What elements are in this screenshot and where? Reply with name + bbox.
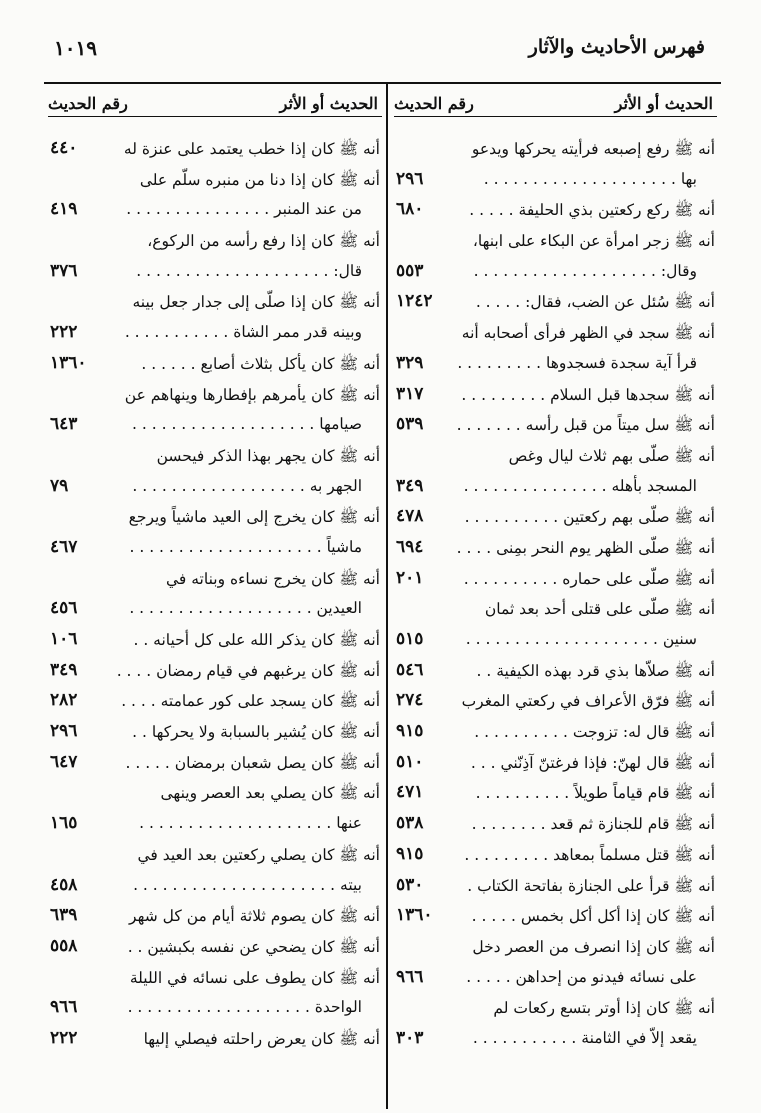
- hadith-number: ١٦٥: [50, 813, 78, 834]
- hadith-text: أنه ﷺ كان إذا أكل أكل بخمس . . . . .: [471, 907, 715, 926]
- hadith-text: أنه ﷺ سل ميتاً من قبل رأسه . . . . . . .: [456, 416, 715, 435]
- index-entry: [394, 933, 717, 964]
- hadith-text: بها . . . . . . . . . . . . . . . . . . . .: [483, 169, 697, 188]
- hadith-number: ٦٤٧: [50, 751, 78, 772]
- hadith-text: أنه ﷺ سجد في الظهر فرأى أصحابه أنه: [461, 324, 715, 343]
- hadith-text: أنه ﷺ كان يطوف على نسائه في الليلة: [129, 968, 380, 987]
- hadith-number: ٢٩٦: [396, 168, 424, 189]
- hadith-number: ٣٠٣: [396, 1027, 424, 1048]
- right-column-entries: [394, 117, 717, 1056]
- hadith-number: ٥٤٦: [396, 659, 424, 680]
- hadith-text: وبينه قدر ممر الشاة . . . . . . . . . . .: [124, 323, 362, 342]
- hadith-text: من عند المنبر . . . . . . . . . . . . . . .: [126, 200, 362, 219]
- index-entry: [48, 994, 382, 1025]
- hadith-text: أنه ﷺ قال له: تزوجت . . . . . . . . . .: [474, 723, 715, 742]
- hadith-number: ٢٠١: [396, 567, 424, 588]
- column-divider: [386, 82, 388, 1109]
- index-entry: [48, 503, 382, 534]
- right-column-header: [394, 82, 717, 117]
- hadith-text: قرأ آية سجدة فسجدوها . . . . . . . . .: [457, 353, 697, 372]
- left-column-header: [48, 82, 382, 117]
- hadith-number: ٧٩: [50, 475, 69, 496]
- hadith-text: أنه ﷺ صلّى بهم ركعتين . . . . . . . . . .: [464, 508, 715, 527]
- hadith-text: أنه ﷺ كان يصلي بعد العصر وينهى: [160, 784, 380, 803]
- hadith-number: ٥٣٠: [396, 874, 424, 895]
- hadith-number: ٦٣٩: [50, 905, 78, 926]
- hadith-text: يقعد إلاّ في الثامنة . . . . . . . . . . .: [472, 1028, 697, 1047]
- hadith-number: ١٠٦: [50, 629, 78, 649]
- hadith-number: ٤٦٧: [50, 536, 78, 557]
- hadith-text: أنه ﷺ كان يصلي ركعتين بعد العيد في: [137, 845, 380, 864]
- hadith-text: أنه ﷺ كان يرغبهم في قيام رمضان . . . .: [116, 661, 380, 680]
- index-entry: [48, 534, 382, 565]
- index-entry: [48, 657, 382, 688]
- hadith-text: بيته . . . . . . . . . . . . . . . . . . . . .: [133, 875, 362, 894]
- hadith-number: ٣١٧: [396, 383, 424, 404]
- hadith-number: ٥١٠: [396, 751, 424, 772]
- index-entry: [48, 473, 382, 504]
- hadith-text: سنين . . . . . . . . . . . . . . . . . . . .: [465, 630, 697, 648]
- index-entry: [394, 534, 717, 565]
- index-entry: [48, 258, 382, 289]
- index-entry: [48, 964, 382, 995]
- index-entry: [48, 933, 382, 964]
- hadith-number: ٩٦٦: [50, 997, 78, 1018]
- hadith-number: ٥٣٩: [396, 414, 424, 435]
- index-entry: [48, 166, 382, 197]
- index-entry: [394, 994, 717, 1025]
- index-entry: [48, 227, 382, 258]
- hadith-text: أنه ﷺ قام قياماً طويلاً . . . . . . . . . .: [475, 784, 715, 803]
- hadith-text: أنه ﷺ صلاّها بذي قرد بهذه الكيفية . .: [476, 661, 715, 680]
- index-entry: [394, 258, 717, 289]
- hadith-text: أنه ﷺ ركع ركعتين بذي الحليفة . . . . .: [469, 201, 715, 220]
- hadith-number: ١٢٤٢: [396, 291, 433, 312]
- index-entry: [48, 687, 382, 718]
- hadith-text: أنه ﷺ زجر امرأة عن البكاء على ابنها،: [472, 232, 715, 251]
- hadith-text: أنه ﷺ كان إذا انصرف من العصر دخل: [472, 937, 715, 956]
- hadith-text: أنه ﷺ كان إذا دنا من منبره سلّم على: [139, 170, 380, 189]
- hadith-text: أنه ﷺ كان يعرض راحلته فيصلي إليها: [143, 1029, 380, 1048]
- hadith-number: ٩١٥: [396, 721, 424, 742]
- index-entry: [394, 442, 717, 473]
- hadith-text: وقال: . . . . . . . . . . . . . . . . . . .: [473, 261, 697, 280]
- hadith-text: أنه ﷺ كان يصل شعبان برمضان . . . . .: [125, 753, 380, 772]
- number-column-heading: رقم الحديث: [394, 94, 474, 113]
- hadith-number: ٢٢٢: [50, 322, 78, 343]
- hadith-number: ٣٤٩: [50, 659, 78, 680]
- hadith-text: العيدين . . . . . . . . . . . . . . . . . . .: [129, 599, 362, 618]
- left-column: [48, 82, 382, 1056]
- hadith-text: أنه ﷺ كان إذا أوتر بتسع ركعات لم: [493, 999, 715, 1018]
- hadith-text: أنه ﷺ كان يجهر بهذا الذكر فيحسن: [156, 446, 380, 465]
- hadith-number: ٦٤٣: [50, 414, 78, 435]
- hadith-text: أنه ﷺ كان يضحي عن نفسه بكبشين . .: [127, 937, 380, 956]
- hadith-text: أنه ﷺ قام للجنازة ثم قعد . . . . . . . .: [471, 815, 715, 834]
- index-entry: [48, 749, 382, 780]
- hadith-text: أنه ﷺ قتل مسلماً بمعاهد . . . . . . . . .: [464, 845, 715, 864]
- index-entry: [394, 381, 717, 412]
- hadith-number: ٥١٥: [396, 629, 424, 649]
- index-entry: [48, 319, 382, 350]
- hadith-number: ٥٣٨: [396, 813, 424, 834]
- index-entry: [48, 626, 382, 657]
- hadith-text: أنه ﷺ فرّق الأعراف في ركعتي المغرب: [461, 692, 715, 711]
- hadith-number: ٣٢٩: [396, 352, 424, 373]
- index-entry: [394, 319, 717, 350]
- hadith-number: ٤٧٨: [396, 506, 424, 527]
- index-entry: [394, 227, 717, 258]
- hadith-text: أنه ﷺ صلّى على قتلى أحد بعد ثمان: [484, 600, 715, 619]
- hadith-number: ١٣٦٠: [50, 352, 87, 373]
- hadith-number: ٣٤٩: [396, 475, 424, 496]
- hadith-text: أنه ﷺ صلّى بهم ثلاث ليال وغص: [508, 446, 715, 465]
- index-entry: [48, 810, 382, 841]
- hadith-text: أنه ﷺ كان إذا صلّى إلى جدار جعل بينه: [132, 293, 380, 312]
- hadith-text: أنه ﷺ كان يُشير بالسبابة ولا يحركها . .: [132, 723, 380, 742]
- hadith-number: ٢٩٦: [50, 721, 78, 742]
- hadith-number: ٤٤٠: [50, 138, 78, 158]
- hadith-number: ١٣٦٠: [396, 905, 433, 926]
- hadith-text: أنه ﷺ رفع إصبعه فرأيته يحركها ويدعو: [471, 140, 715, 158]
- index-entry: [394, 872, 717, 903]
- index-entry: [48, 381, 382, 412]
- hadith-text: أنه ﷺ سجدها قبل السلام . . . . . . . . .: [461, 385, 715, 404]
- hadith-text: ماشياً . . . . . . . . . . . . . . . . . . . .: [129, 537, 362, 556]
- hadith-text: أنه ﷺ قال لهنّ: فإذا فرغتنّ آذِنّني . . .: [470, 753, 715, 772]
- hadith-number: ٥٥٨: [50, 935, 78, 956]
- index-entry: [394, 841, 717, 872]
- hadith-column-heading: الحديث أو الأثر: [614, 94, 713, 113]
- index-entry: [394, 503, 717, 534]
- index-entry: [48, 196, 382, 227]
- hadith-number: ٣٧٦: [50, 260, 78, 281]
- hadith-number: ٩٦٦: [396, 966, 424, 987]
- index-entry: [394, 196, 717, 227]
- index-entry: [48, 841, 382, 872]
- index-entry: [394, 964, 717, 995]
- index-entry: [394, 749, 717, 780]
- index-entry: [48, 1025, 382, 1056]
- left-column-entries: [48, 117, 382, 1056]
- index-entry: [394, 350, 717, 381]
- hadith-column-heading: الحديث أو الأثر: [279, 94, 378, 113]
- hadith-number: ٤٥٦: [50, 598, 78, 619]
- index-entry: [48, 135, 382, 166]
- index-entry: [48, 288, 382, 319]
- index-entry: [394, 595, 717, 626]
- hadith-text: قال: . . . . . . . . . . . . . . . . . . . .: [136, 261, 362, 280]
- right-column: [394, 82, 717, 1056]
- hadith-text: أنه ﷺ صلّى على حماره . . . . . . . . . .: [463, 569, 715, 588]
- hadith-number: ٢٧٤: [396, 690, 424, 711]
- hadith-text: أنه ﷺ كان يسجد على كور عمامته . . . .: [121, 692, 380, 711]
- hadith-number: ٢٢٢: [50, 1027, 78, 1048]
- index-entry: [394, 135, 717, 166]
- hadith-text: أنه ﷺ سُئل عن الضب، فقال: . . . . .: [475, 293, 715, 312]
- index-entry: [394, 166, 717, 197]
- index-entry: [48, 779, 382, 810]
- index-entry: [48, 350, 382, 381]
- hadith-text: أنه ﷺ كان يأمرهم بإفطارها وينهاهم عن: [124, 385, 380, 404]
- index-entry: [394, 718, 717, 749]
- index-entry: [394, 565, 717, 596]
- hadith-text: أنه ﷺ كان يذكر الله على كل أحيانه . .: [133, 631, 380, 649]
- page-number: ١٠١٩: [54, 36, 97, 60]
- index-entry: [394, 779, 717, 810]
- index-entry: [394, 687, 717, 718]
- hadith-number: ٥٥٣: [396, 260, 424, 281]
- number-column-heading: رقم الحديث: [48, 94, 128, 113]
- hadith-text: أنه ﷺ كان يخرج إلى العيد ماشياً ويرجع: [128, 508, 380, 527]
- hadith-number: ٤٧١: [396, 782, 424, 803]
- hadith-text: عنها . . . . . . . . . . . . . . . . . . . .: [139, 814, 362, 833]
- hadith-text: الواحدة . . . . . . . . . . . . . . . . . . .: [127, 998, 362, 1017]
- index-entry: [394, 288, 717, 319]
- index-entry: [394, 626, 717, 657]
- index-entry: [394, 473, 717, 504]
- hadith-number: ٦٩٤: [396, 536, 424, 557]
- index-entry: [48, 872, 382, 903]
- hadith-text: أنه ﷺ صلّى الظهر يوم النحر بمِنى . . . .: [456, 538, 715, 557]
- hadith-text: أنه ﷺ كان يخرج نساءه وبناته في: [165, 569, 380, 588]
- hadith-text: أنه ﷺ قرأ على الجنازة بفاتحة الكتاب .: [467, 876, 715, 895]
- index-entry: [394, 657, 717, 688]
- hadith-number: ٤١٩: [50, 199, 78, 220]
- index-entry: [48, 718, 382, 749]
- hadith-number: ٦٨٠: [396, 199, 424, 220]
- hadith-text: أنه ﷺ كان يأكل بثلاث أصابع . . . . . .: [141, 354, 380, 373]
- hadith-text: صيامها . . . . . . . . . . . . . . . . . . .: [132, 415, 362, 434]
- hadith-number: ٩١٥: [396, 843, 424, 864]
- hadith-number: ٤٥٨: [50, 874, 78, 895]
- hadith-text: الجهر به . . . . . . . . . . . . . . . . . .: [132, 476, 362, 495]
- hadith-number: ٢٨٢: [50, 690, 78, 711]
- hadith-text: أنه ﷺ كان إذا رفع رأسه من الركوع،: [147, 232, 380, 251]
- index-entry: [48, 595, 382, 626]
- running-title: فهرس الأحاديث والآثار: [528, 36, 705, 58]
- index-entry: [394, 902, 717, 933]
- hadith-text: المسجد بأهله . . . . . . . . . . . . . . .: [463, 476, 697, 495]
- index-entry: [394, 411, 717, 442]
- index-entry: [394, 810, 717, 841]
- hadith-text: أنه ﷺ كان يصوم ثلاثة أيام من كل شهر: [129, 907, 380, 926]
- hadith-text: أنه ﷺ كان إذا خطب يعتمد على عنزة له: [123, 140, 380, 158]
- index-entry: [48, 902, 382, 933]
- hadith-text: على نسائه فيدنو من إحداهن . . . . .: [466, 967, 697, 986]
- index-entry: [48, 411, 382, 442]
- index-entry: [48, 442, 382, 473]
- index-entry: [394, 1025, 717, 1056]
- index-entry: [48, 565, 382, 596]
